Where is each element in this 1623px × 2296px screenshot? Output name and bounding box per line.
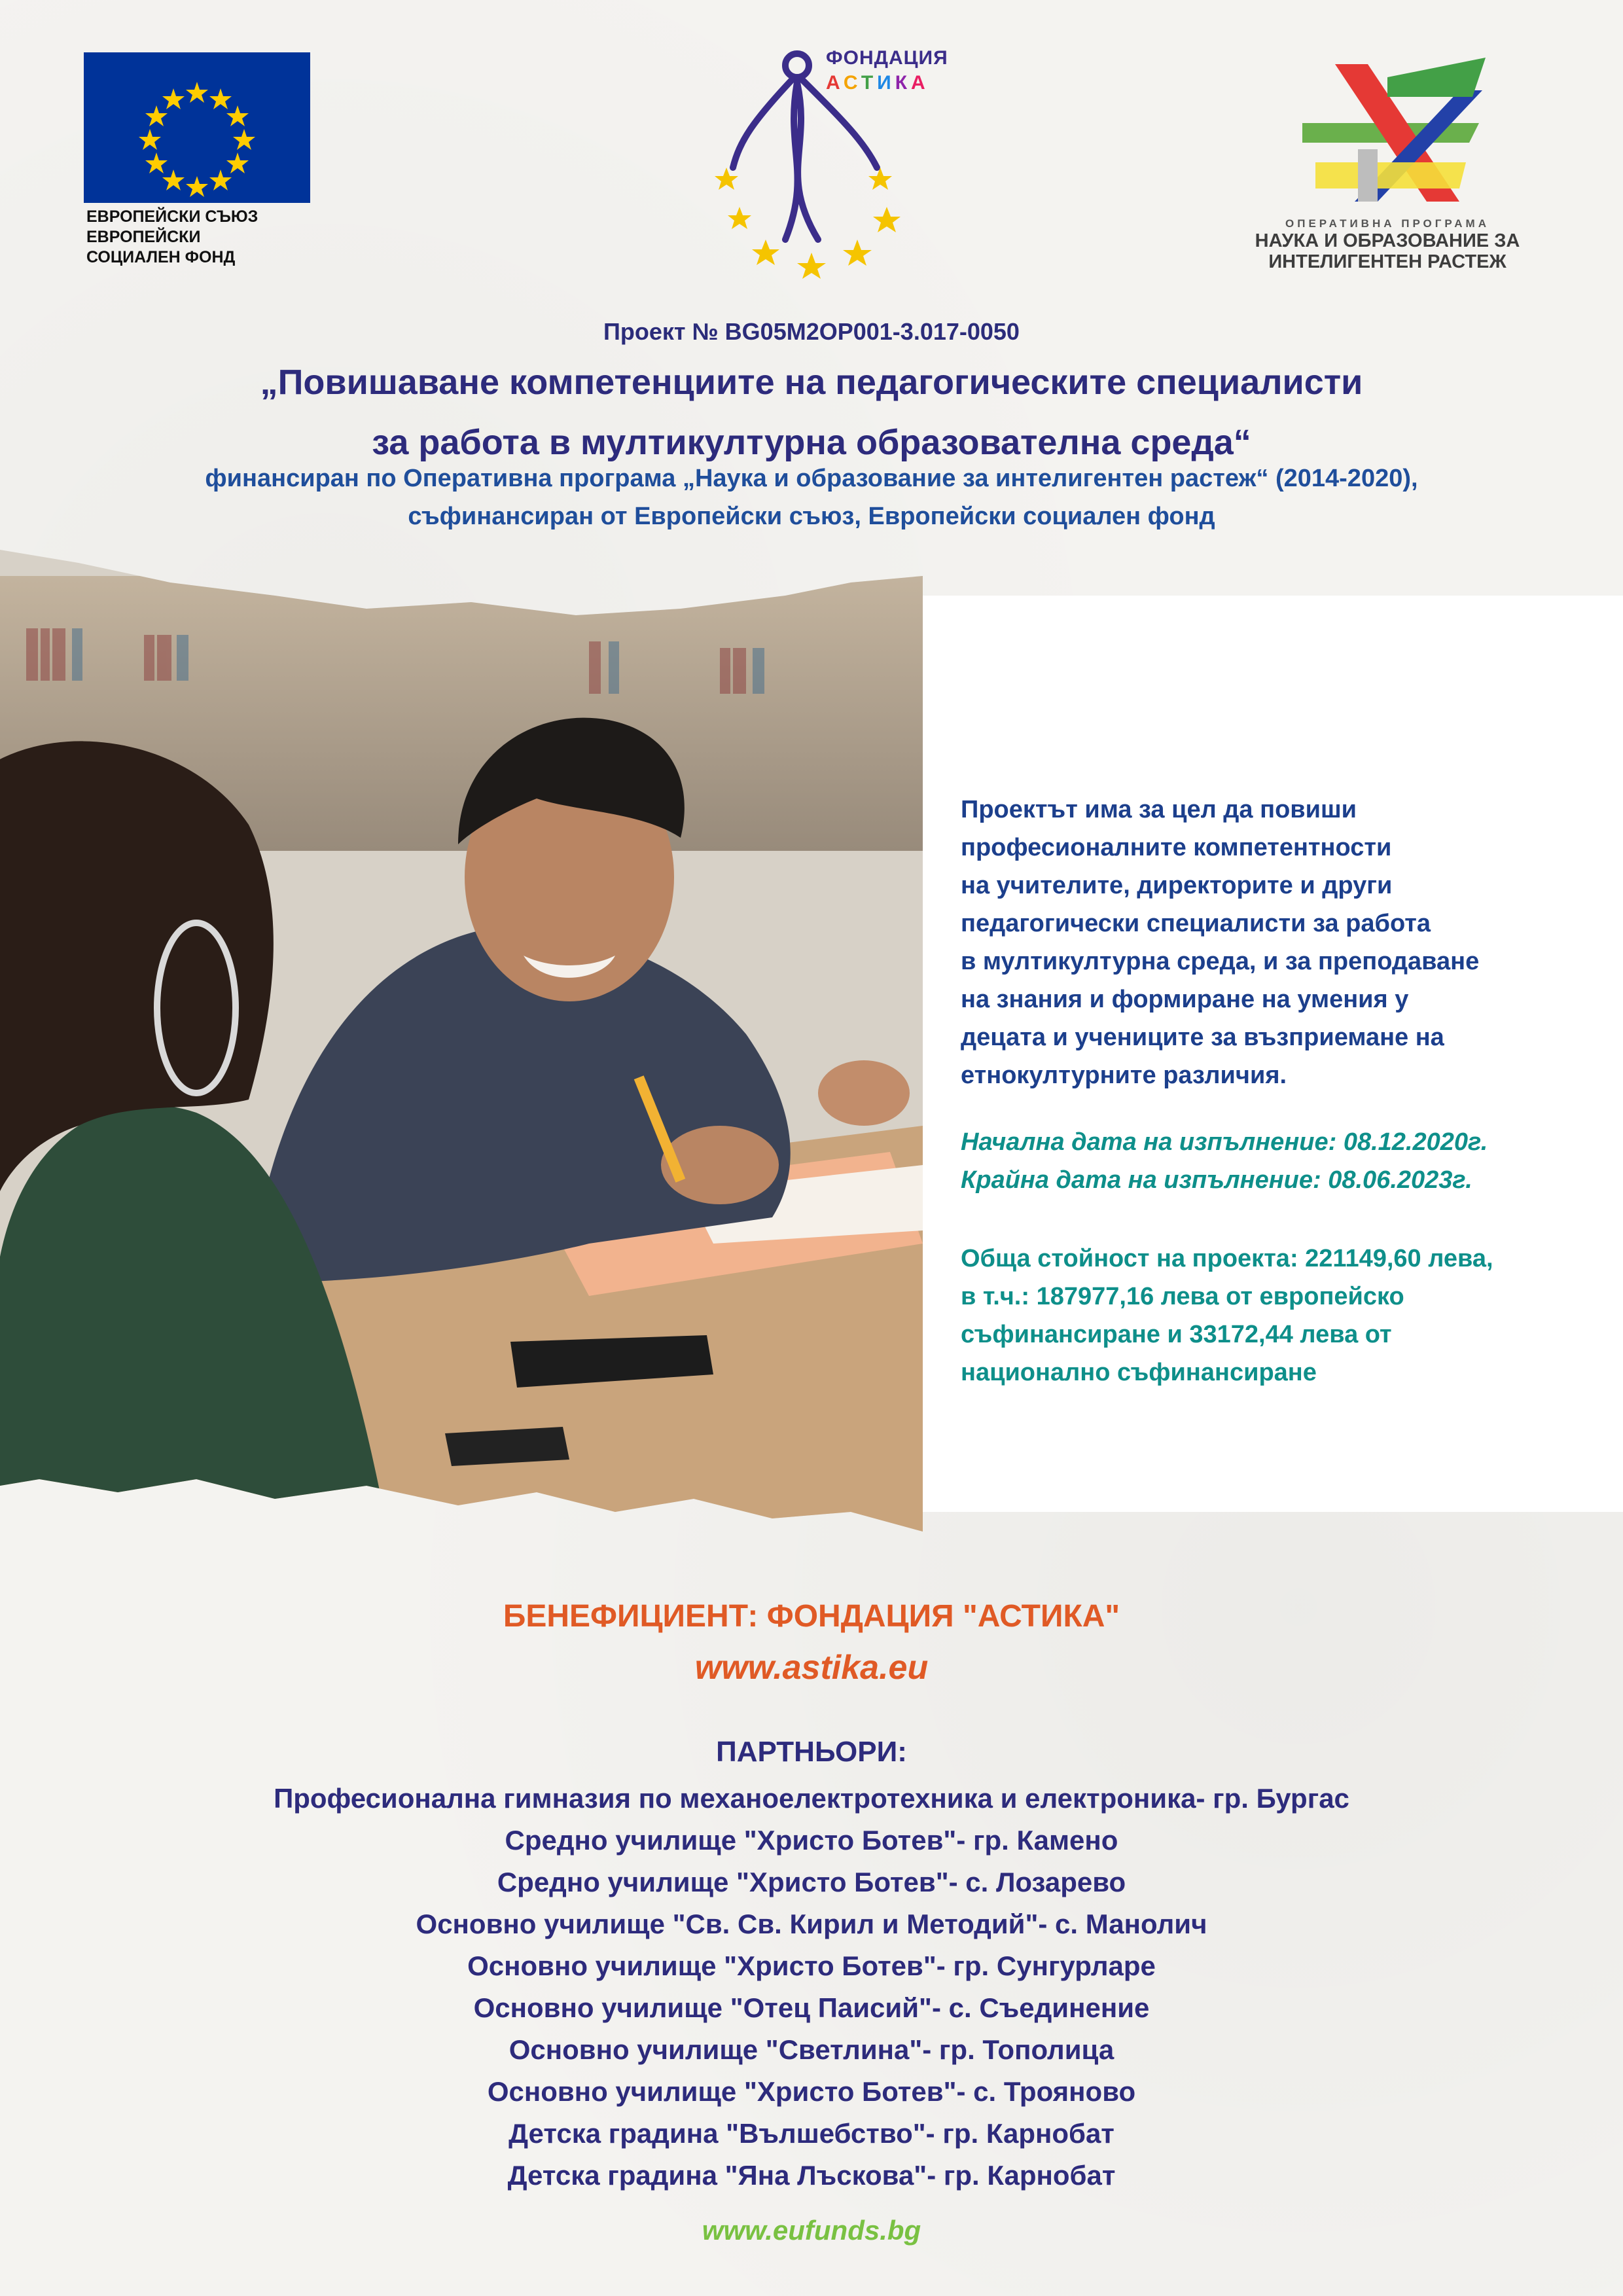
astika-title: ФОНДАЦИЯ [826,47,948,69]
project-value [961,1240,1602,1391]
eu-caption-line-2: ЕВРОПЕЙСКИ [86,228,201,246]
beneficiary-website-link[interactable]: www.astika.eu [694,1649,929,1687]
value-line: Обща стойност на проекта: 221149,60 лева, [961,1245,1493,1272]
goal-line: етнокултурните различия. [961,1062,1287,1089]
goal-line: на учителите, директорите и други [961,872,1393,899]
beneficiary-label: БЕНЕФИЦИЕНТ: ФОНДАЦИЯ "АСТИКА" [503,1599,1120,1634]
partner-item: Детска градина "Яна Лъскова"- гр. Карнобат [507,2160,1116,2191]
astika-letter: А [826,72,844,94]
partner-item: Основно училище "Христо Ботев"- гр. Сунгурларе [467,1950,1156,1981]
end-date: Крайна дата на изпълнение: 08.06.2023г. [961,1166,1472,1194]
partner-item: Основно училище "Отец Паисий"- с. Съединение [473,1992,1150,2023]
project-title-line-2: за работа в мултикултурна образователна среда“ [372,423,1251,462]
partner-item: Средно училище "Христо Ботев"- с. Лозарево [497,1867,1126,1897]
goal-line: в мултикултурна среда, и за преподаване [961,948,1480,975]
op-science-education-logo [1296,58,1492,208]
value-line: национално съфинансиране [961,1359,1317,1386]
op-caption-line-2: ИНТЕЛИГЕНТЕН РАСТЕЖ [1268,251,1507,272]
partner-item: Професионална гимназия по механоелектротехника и електроника- гр. Бургас [274,1783,1349,1814]
financing-info [0,459,1623,535]
project-dates [961,1123,1602,1199]
eu-stars-icon [84,52,310,203]
partner-item: Детска градина "Вълшебство"- гр. Карнобат [508,2118,1115,2149]
astika-letter: И [877,72,895,94]
partner-item: Основно училище "Христо Ботев"- с. Трояново [487,2076,1136,2107]
project-title-line-1: „Повишаване компетенциите на педагогическите специалисти [260,363,1363,402]
eu-caption [86,207,258,268]
partner-item: Основно училище "Светлина"- гр. Тополица [508,2034,1115,2065]
eu-caption-line-1: ЕВРОПЕЙСКИ СЪЮЗ [86,207,259,226]
partner-item: Основно училище "Св. Св. Кирил и Методий"- с. Манолич [416,1909,1207,1939]
project-goal [961,791,1589,1094]
astika-subtitle [826,72,929,94]
astika-letter: А [911,72,929,94]
financing-line-2: съфинансиран от Европейски съюз, Европейски социален фонд [408,503,1215,530]
goal-line: професионалните компетентности [961,834,1392,861]
goal-line: на знания и формиране на умения у [961,986,1409,1013]
project-number: Проект № BG05M2OP001-3.017-0050 [603,318,1020,345]
eufunds-link[interactable]: www.eufunds.bg [702,2215,921,2246]
astika-letter: К [895,72,912,94]
goal-line: педагогически специалисти за работа [961,910,1431,937]
partners-list [0,1778,1623,2197]
goal-line: Проектът има за цел да повиши [961,796,1357,823]
partner-item: Средно училище "Христо Ботев"- гр. Камено [505,1825,1118,1856]
value-line: съфинансиране и 33172,44 лева от [961,1321,1392,1348]
goal-line: децата и учениците за възприемане на [961,1024,1444,1051]
op-caption-line-1: НАУКА И ОБРАЗОВАНИЕ ЗА [1255,230,1520,251]
eu-caption-line-3: СОЦИАЛЕН ФОНД [86,248,236,266]
partners-heading: ПАРТНЬОРИ: [716,1736,907,1768]
start-date: Начална дата на изпълнение: 08.12.2020г. [961,1128,1488,1156]
project-title [0,352,1623,473]
astika-letter: Т [861,72,878,94]
op-caption [1230,217,1544,272]
op-caption-small: ОПЕРАТИВНА ПРОГРАМА [1285,217,1489,230]
financing-line-1: финансиран по Оперативна програма „Наука и образование за интелигентен растеж“ (2014-2020), [205,465,1418,492]
astika-letter: С [843,72,861,94]
eu-flag-logo [84,52,310,203]
value-line: в т.ч.: 187977,16 лева от европейско [961,1283,1404,1310]
